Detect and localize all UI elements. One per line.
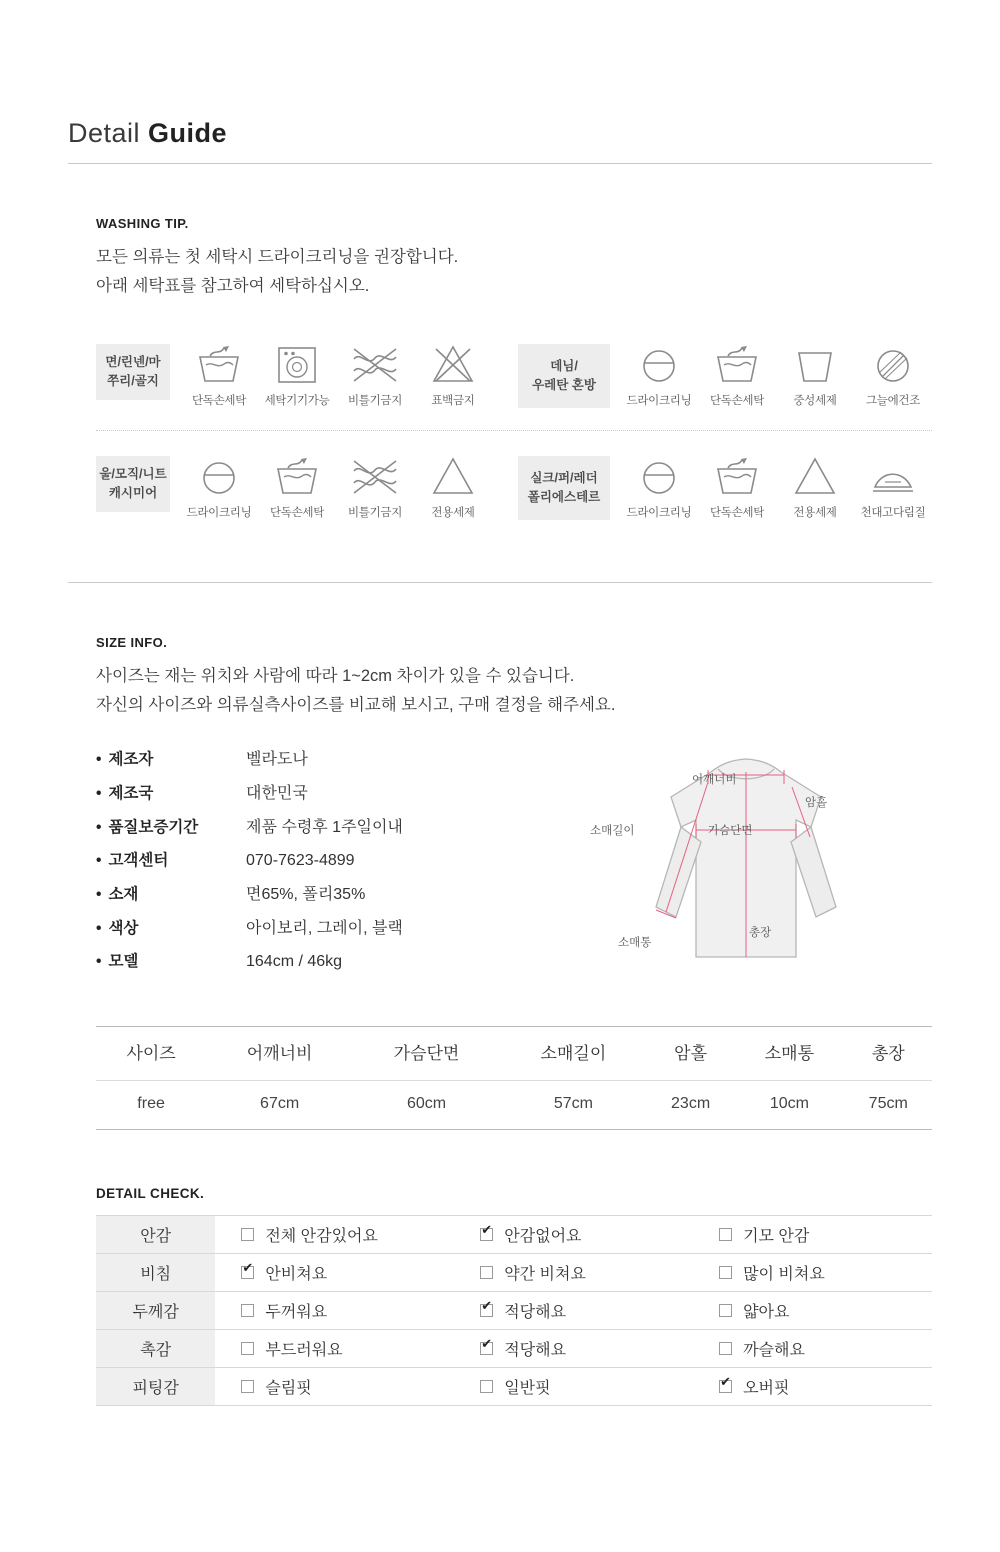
size-table-header: 사이즈	[96, 1026, 206, 1080]
bullet-icon: •	[96, 885, 102, 903]
info-key	[96, 882, 246, 904]
icon-item	[698, 339, 776, 408]
garment-diagram-icon	[596, 742, 896, 992]
category-chip-silk	[518, 456, 610, 520]
hand-wash-icon	[196, 339, 242, 385]
table-row	[96, 1329, 932, 1367]
spacer	[492, 451, 518, 520]
detail-check-label: DETAIL CHECK.	[96, 1185, 205, 1201]
page-title-bold: Guide	[148, 118, 228, 148]
icon-caption: 표백금지	[431, 394, 475, 407]
cloth-iron-icon	[869, 451, 917, 497]
icon-item	[414, 339, 492, 408]
size-table-header: 어깨너비	[206, 1026, 353, 1080]
bullet-icon: •	[96, 784, 102, 802]
checkbox-icon[interactable]	[241, 1380, 254, 1393]
category-chip-line1: 울/모직/니트	[99, 467, 167, 481]
info-key-text: 모델	[108, 952, 139, 970]
size-info-label: SIZE INFO.	[96, 634, 168, 650]
info-key	[96, 916, 246, 938]
info-key-text: 색상	[108, 919, 139, 937]
hand-wash-icon	[274, 451, 320, 497]
option-label: 적당해요	[504, 1303, 567, 1321]
machine-wash-icon	[276, 339, 318, 385]
info-value: 070-7623-4899	[246, 851, 355, 869]
detail-check-row-name: 두께감	[96, 1291, 215, 1329]
info-key	[96, 848, 246, 870]
no-wring-icon	[350, 451, 400, 497]
washing-icon-block	[96, 339, 932, 520]
icon-item	[414, 451, 492, 520]
icon-caption: 드라이크리닝	[626, 394, 692, 407]
detail-check-option[interactable]	[693, 1329, 932, 1367]
dry-clean-icon	[637, 451, 681, 497]
page-title	[68, 0, 932, 164]
detail-check-option[interactable]	[693, 1367, 932, 1405]
size-info-section	[68, 635, 932, 1406]
info-row	[96, 848, 526, 870]
detail-check-row-name: 피팅감	[96, 1367, 215, 1405]
info-value: 면65%, 폴리35%	[246, 885, 366, 903]
size-table-header-row	[96, 1026, 932, 1080]
icon-set-wool	[180, 451, 932, 520]
detail-check-option[interactable]	[454, 1367, 693, 1405]
detail-check-table	[96, 1215, 932, 1406]
icon-caption: 그늘에건조	[865, 394, 921, 407]
option-label: 얇아요	[743, 1303, 790, 1321]
washing-tip-desc-line1: 모든 의류는 첫 세탁시 드라이크리닝을 권장합니다.	[96, 248, 459, 266]
table-row	[96, 1080, 932, 1129]
checkbox-icon[interactable]	[480, 1380, 493, 1393]
info-row	[96, 915, 526, 938]
info-key-text: 품질보증기간	[108, 818, 199, 836]
checkbox-icon[interactable]	[480, 1228, 493, 1241]
measurement-figure	[590, 742, 896, 992]
category-chip-line2: 우레탄 혼방	[532, 377, 596, 392]
size-table-cell: 60cm	[353, 1080, 500, 1129]
icon-caption: 중성세제	[793, 394, 837, 407]
bullet-icon: •	[96, 919, 102, 937]
option-label: 두꺼워요	[265, 1303, 328, 1321]
figure-label-sleeve-length: 소매길이	[590, 824, 635, 837]
figure-label-sleeve-width: 소매통	[618, 936, 652, 949]
info-key-text: 소재	[108, 885, 139, 903]
size-table-header: 가슴단면	[353, 1026, 500, 1080]
info-row	[96, 814, 526, 837]
figure-label-shoulder: 어깨너비	[692, 773, 737, 786]
option-label: 안감없어요	[504, 1227, 582, 1245]
checkbox-icon[interactable]	[719, 1380, 732, 1393]
checkbox-icon[interactable]	[241, 1266, 254, 1279]
bullet-icon: •	[96, 750, 102, 768]
icon-caption: 세탁기기가능	[264, 394, 330, 407]
icon-item	[180, 451, 258, 520]
size-table-header: 총장	[844, 1026, 932, 1080]
checkbox-icon[interactable]	[719, 1304, 732, 1317]
category-chip-line1: 면/린넨/마	[105, 355, 161, 369]
icon-caption: 단독손세탁	[709, 506, 765, 519]
detail-check-option[interactable]	[693, 1253, 932, 1291]
hand-wash-icon	[714, 339, 760, 385]
section-separator	[68, 582, 932, 583]
icon-caption: 비틀기금지	[347, 394, 403, 407]
category-chip-cotton	[96, 344, 170, 400]
option-label: 까슬해요	[743, 1341, 805, 1359]
info-value: 164cm / 46kg	[246, 952, 343, 970]
icon-set-cotton	[180, 339, 932, 408]
icon-caption: 드라이크리닝	[186, 506, 252, 519]
bullet-icon: •	[96, 952, 102, 970]
detail-check-option[interactable]	[693, 1291, 932, 1329]
washing-row-2	[96, 451, 932, 520]
detail-check-option[interactable]	[454, 1215, 693, 1253]
info-key-text: 제조국	[108, 784, 154, 802]
size-table-header: 소매길이	[500, 1026, 647, 1080]
icon-item	[258, 339, 336, 408]
category-chip-wool	[96, 456, 170, 512]
checkbox-icon[interactable]	[480, 1304, 493, 1317]
product-info-list	[96, 746, 526, 992]
icon-item	[776, 451, 854, 520]
info-row	[96, 949, 526, 971]
icon-item	[620, 451, 698, 520]
icon-item	[698, 451, 776, 520]
checkbox-icon[interactable]	[241, 1228, 254, 1241]
checkbox-icon[interactable]	[241, 1342, 254, 1355]
page-title-light: Detail	[68, 118, 149, 148]
washing-tip-desc-line2: 아래 세탁표를 참고하여 세탁하십시오.	[96, 276, 370, 295]
figure-label-total-length: 총장	[749, 926, 772, 939]
info-row	[96, 746, 526, 769]
option-label: 부드러워요	[265, 1341, 343, 1359]
category-chip-line1: 실크/퍼/레더	[530, 471, 598, 485]
icon-caption: 전용세제	[793, 506, 837, 519]
checkbox-icon[interactable]	[719, 1342, 732, 1355]
detail-check-row-name: 촉감	[96, 1329, 215, 1367]
size-table-cell: 23cm	[647, 1080, 734, 1129]
size-info-desc-line1: 사이즈는 재는 위치와 사람에 따라 1~2cm 차이가 있을 수 있습니다.	[96, 666, 575, 685]
spacer	[492, 339, 518, 408]
option-label: 오버핏	[743, 1379, 790, 1397]
size-table-cell: 67cm	[206, 1080, 353, 1129]
checkbox-icon[interactable]	[480, 1342, 493, 1355]
washing-tip-section	[68, 216, 932, 520]
detail-check-option[interactable]	[215, 1215, 454, 1253]
icon-item	[336, 339, 414, 408]
no-bleach-icon	[430, 339, 476, 385]
info-key	[96, 781, 246, 803]
info-value: 제품 수령후 1주일이내	[246, 818, 403, 836]
category-chip-line2: 캐시미어	[108, 485, 158, 500]
icon-caption: 비틀기금지	[347, 506, 403, 519]
detail-check-option[interactable]	[693, 1215, 932, 1253]
shade-dry-icon	[871, 339, 915, 385]
dry-clean-icon	[197, 451, 241, 497]
detail-check-option[interactable]	[454, 1329, 693, 1367]
table-row	[96, 1215, 932, 1253]
detail-check-option[interactable]	[215, 1253, 454, 1291]
no-wring-icon	[350, 339, 400, 385]
detail-check-option[interactable]	[215, 1291, 454, 1329]
category-chip-line2: 쭈리/골지	[107, 373, 159, 388]
checkbox-icon[interactable]	[480, 1266, 493, 1279]
info-key	[96, 747, 246, 769]
checkbox-icon[interactable]	[719, 1228, 732, 1241]
size-table-cell: free	[96, 1080, 206, 1129]
detail-check-option[interactable]	[454, 1291, 693, 1329]
icon-caption: 전용세제	[431, 506, 475, 519]
option-label: 약간 비쳐요	[504, 1265, 586, 1283]
icon-caption: 단독손세탁	[709, 394, 765, 407]
option-label: 기모 안감	[743, 1227, 810, 1245]
figure-label-armhole: 암홀	[805, 796, 828, 809]
info-key-text: 고객센터	[108, 851, 169, 869]
icon-caption: 천대고다림질	[860, 506, 926, 519]
option-label: 안비쳐요	[265, 1265, 328, 1283]
category-chip-line1: 데님/	[550, 359, 578, 373]
detail-check-option[interactable]	[454, 1253, 693, 1291]
info-value: 벨라도나	[246, 750, 308, 768]
dry-clean-icon	[637, 339, 681, 385]
category-chip-denim	[518, 344, 610, 408]
icon-caption: 드라이크리닝	[626, 506, 692, 519]
option-label: 많이 비쳐요	[743, 1265, 825, 1283]
size-info-body	[96, 746, 932, 992]
size-table-header: 암홀	[647, 1026, 734, 1080]
size-table-cell: 75cm	[844, 1080, 932, 1129]
category-chip-line2: 폴리에스테르	[527, 489, 601, 504]
washing-tip-label: WASHING TIP.	[96, 216, 189, 231]
size-table	[96, 1026, 932, 1130]
option-label: 전체 안감있어요	[265, 1227, 378, 1245]
size-table-cell: 10cm	[734, 1080, 844, 1129]
detail-check-row-name: 비침	[96, 1253, 215, 1291]
icon-caption: 단독손세탁	[269, 506, 325, 519]
icon-item	[854, 339, 932, 408]
info-key	[96, 815, 246, 837]
size-table-cell: 57cm	[500, 1080, 647, 1129]
neutral-detergent-icon	[793, 339, 837, 385]
size-table-header: 소매통	[734, 1026, 844, 1080]
icon-item	[180, 339, 258, 408]
checkbox-icon[interactable]	[241, 1304, 254, 1317]
info-row	[96, 780, 526, 803]
figure-label-chest: 가슴단면	[708, 824, 753, 837]
hand-wash-icon	[714, 451, 760, 497]
option-label: 일반핏	[504, 1379, 551, 1397]
bullet-icon: •	[96, 818, 102, 836]
washing-row-1	[96, 339, 932, 408]
icon-item	[336, 451, 414, 520]
option-label: 슬림핏	[265, 1379, 312, 1397]
detail-check-option[interactable]	[215, 1329, 454, 1367]
option-label: 적당해요	[504, 1341, 567, 1359]
table-row	[96, 1367, 932, 1405]
table-row	[96, 1291, 932, 1329]
checkbox-icon[interactable]	[719, 1266, 732, 1279]
info-row	[96, 881, 526, 904]
washing-divider	[96, 430, 932, 431]
icon-item	[854, 451, 932, 520]
icon-caption: 단독손세탁	[191, 394, 247, 407]
special-detergent-icon	[792, 451, 838, 497]
info-value: 아이보리, 그레이, 블랙	[246, 919, 403, 937]
detail-check-option[interactable]	[215, 1367, 454, 1405]
special-detergent-icon	[430, 451, 476, 497]
info-value: 대한민국	[246, 784, 308, 802]
icon-item	[258, 451, 336, 520]
table-row	[96, 1253, 932, 1291]
size-info-desc-line2: 자신의 사이즈와 의류실측사이즈를 비교해 보시고, 구매 결정을 해주세요.	[96, 695, 616, 714]
info-key-text: 제조자	[108, 750, 154, 768]
bullet-icon: •	[96, 851, 102, 869]
icon-item	[776, 339, 854, 408]
detail-check-row-name: 안감	[96, 1215, 215, 1253]
icon-item	[620, 339, 698, 408]
info-key	[96, 949, 246, 971]
